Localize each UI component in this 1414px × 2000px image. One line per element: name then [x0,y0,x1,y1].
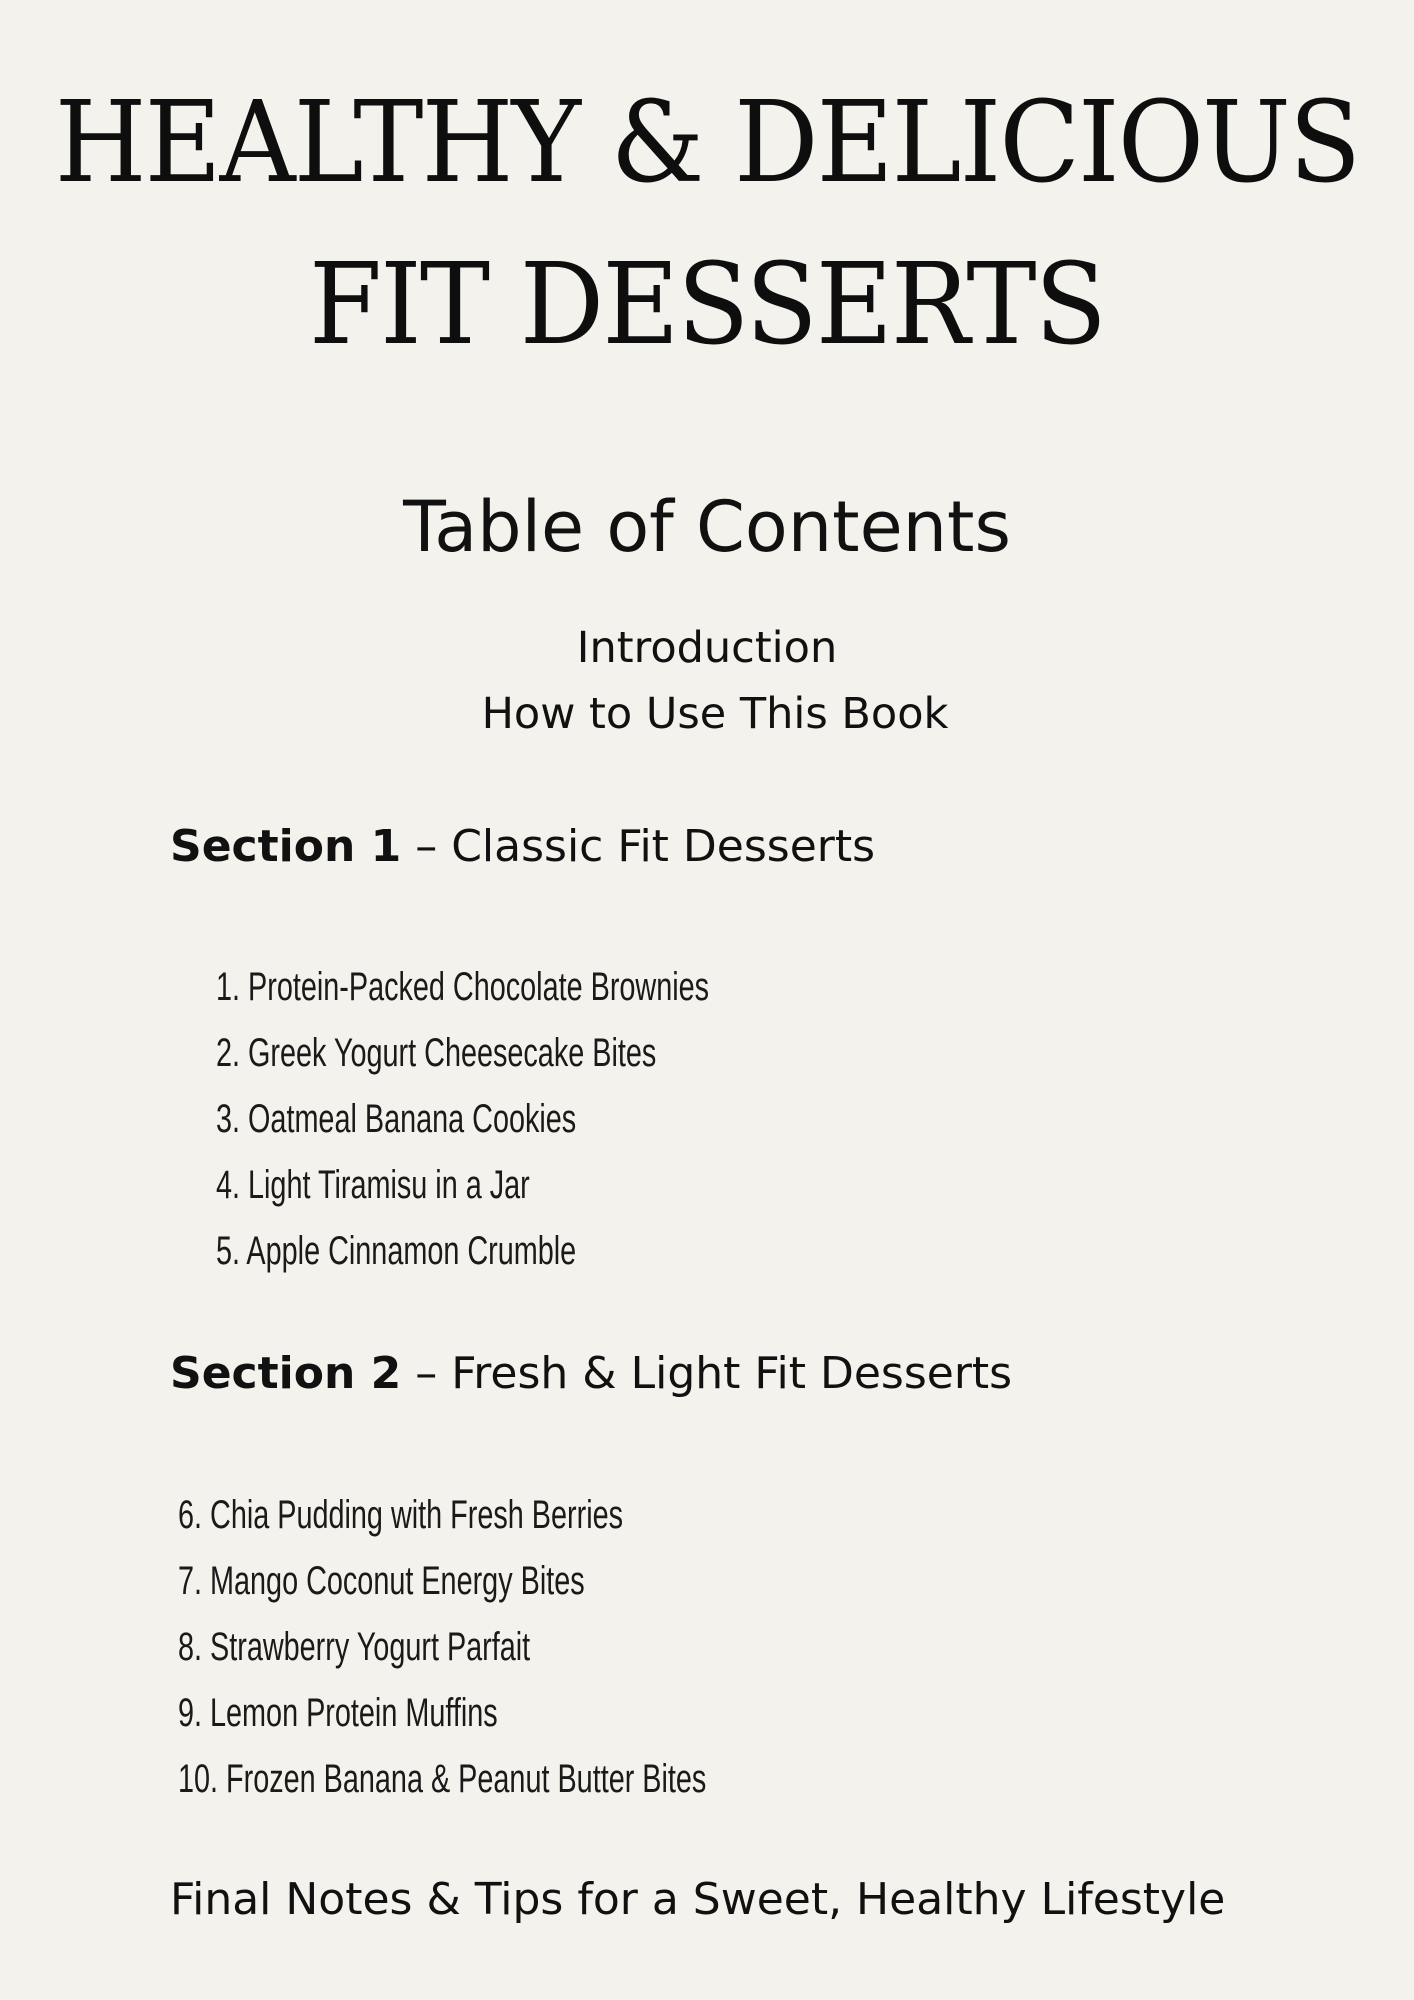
section-1-heading [170,821,876,872]
toc-item-final-notes: Final Notes & Tips for a Sweet, Healthy Lifestyle [170,1874,1226,1925]
recipe-item: 6. Chia Pudding with Fresh Berries [178,1493,624,1537]
recipe-item: 8. Strawberry Yogurt Parfait [178,1625,531,1669]
recipe-item: 2. Greek Yogurt Cheesecake Bites [216,1031,657,1075]
recipe-item: 9. Lemon Protein Muffins [178,1691,498,1735]
book-title-line-2: FIT DESSERTS [308,240,1106,370]
recipe-item: 4. Light Tiramisu in a Jar [216,1163,530,1207]
recipe-item: 5. Apple Cinnamon Crumble [216,1229,577,1273]
recipe-item: 1. Protein-Packed Chocolate Brownies [216,965,710,1009]
toc-item-how-to-use: How to Use This Book [481,689,949,739]
section-2-label: Section 2 [170,1348,402,1399]
section-2-recipe-list [178,1482,912,1812]
section-1-label: Section 1 [170,821,402,872]
recipe-item: 10. Frozen Banana & Peanut Butter Bites [178,1757,707,1801]
toc-item-introduction: Introduction [576,623,838,673]
recipe-item: 3. Oatmeal Banana Cookies [216,1097,577,1141]
section-1-recipe-list [216,954,901,1284]
section-1-title: – Classic Fit Desserts [401,821,876,872]
section-2-heading [170,1348,1013,1399]
toc-heading: Table of Contents [403,486,1011,568]
section-2-title: – Fresh & Light Fit Desserts [401,1348,1013,1399]
recipe-item: 7. Mango Coconut Energy Bites [178,1559,585,1603]
book-title-line-1: HEALTHY & DELICIOUS [54,78,1360,208]
